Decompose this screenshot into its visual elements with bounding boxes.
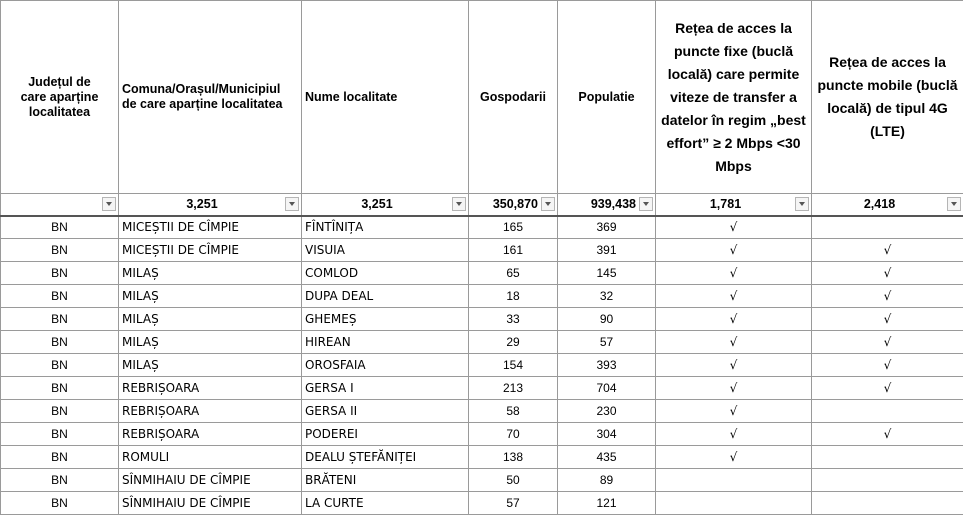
cell-fixe: √ <box>656 446 812 469</box>
cell-judet: BN <box>1 308 119 331</box>
cell-comuna: MILAȘ <box>119 331 302 354</box>
filter-dropdown-icon[interactable] <box>947 197 961 211</box>
table-row <box>1 331 963 354</box>
cell-localitate: VISUIA <box>302 239 469 262</box>
filter-dropdown-icon[interactable] <box>452 197 466 211</box>
cell-fixe: √ <box>656 354 812 377</box>
filter-dropdown-icon[interactable] <box>639 197 653 211</box>
table-row <box>1 400 963 423</box>
cell-judet: BN <box>1 492 119 515</box>
cell-comuna: ROMULI <box>119 446 302 469</box>
filter-dropdown-icon[interactable] <box>795 197 809 211</box>
filter-dropdown-icon[interactable] <box>541 197 555 211</box>
table-row <box>1 469 963 492</box>
cell-fixe: √ <box>656 285 812 308</box>
cell-populatie: 32 <box>558 285 656 308</box>
cell-localitate: COMLOD <box>302 262 469 285</box>
cell-fixe: √ <box>656 400 812 423</box>
cell-judet: BN <box>1 469 119 492</box>
cell-gospodarii: 50 <box>469 469 558 492</box>
cell-comuna: SÎNMIHAIU DE CÎMPIE <box>119 469 302 492</box>
cell-mobile: √ <box>812 285 963 308</box>
header-localitate: Nume localitate <box>302 1 469 194</box>
cell-comuna: MILAȘ <box>119 354 302 377</box>
table-row <box>1 239 963 262</box>
cell-fixe: √ <box>656 239 812 262</box>
total-comuna: 3,251 <box>119 194 302 216</box>
filter-cell-judet <box>1 194 119 216</box>
cell-fixe <box>656 469 812 492</box>
cell-populatie: 393 <box>558 354 656 377</box>
cell-fixe: √ <box>656 377 812 400</box>
cell-comuna: REBRIȘOARA <box>119 400 302 423</box>
cell-populatie: 704 <box>558 377 656 400</box>
cell-populatie: 230 <box>558 400 656 423</box>
cell-localitate: OROSFAIA <box>302 354 469 377</box>
cell-gospodarii: 70 <box>469 423 558 446</box>
cell-mobile: √ <box>812 377 963 400</box>
cell-populatie: 90 <box>558 308 656 331</box>
cell-comuna: REBRIȘOARA <box>119 377 302 400</box>
cell-gospodarii: 138 <box>469 446 558 469</box>
table-row <box>1 492 963 515</box>
table-row <box>1 423 963 446</box>
cell-populatie: 369 <box>558 216 656 239</box>
cell-populatie: 391 <box>558 239 656 262</box>
cell-mobile <box>812 492 963 515</box>
total-localitate: 3,251 <box>302 194 469 216</box>
cell-mobile <box>812 400 963 423</box>
header-gospodarii: Gospodarii <box>469 1 558 194</box>
cell-localitate: DEALU ȘTEFĂNIȚEI <box>302 446 469 469</box>
cell-gospodarii: 165 <box>469 216 558 239</box>
filter-dropdown-icon[interactable] <box>285 197 299 211</box>
header-mobile: Rețea de acces la puncte mobile (buclă locală) de tipul 4G (LTE) <box>812 1 963 194</box>
cell-mobile <box>812 446 963 469</box>
cell-populatie: 121 <box>558 492 656 515</box>
cell-mobile: √ <box>812 239 963 262</box>
cell-fixe: √ <box>656 262 812 285</box>
cell-localitate: BRĂTENI <box>302 469 469 492</box>
cell-mobile: √ <box>812 354 963 377</box>
header-row <box>1 1 963 194</box>
total-mobile: 2,418 <box>812 194 963 216</box>
cell-populatie: 435 <box>558 446 656 469</box>
cell-gospodarii: 154 <box>469 354 558 377</box>
cell-mobile <box>812 469 963 492</box>
cell-fixe: √ <box>656 331 812 354</box>
header-fixe: Rețea de acces la puncte fixe (buclă locală) care permite viteze de transfer a datelor în regim „best effort” ≥ 2 Mbps <30 Mbps <box>656 1 812 194</box>
header-populatie: Populatie <box>558 1 656 194</box>
cell-mobile <box>812 216 963 239</box>
cell-comuna: MICEȘTII DE CÎMPIE <box>119 216 302 239</box>
table-row <box>1 354 963 377</box>
cell-gospodarii: 65 <box>469 262 558 285</box>
cell-fixe: √ <box>656 308 812 331</box>
cell-comuna: MILAȘ <box>119 262 302 285</box>
total-fixe: 1,781 <box>656 194 812 216</box>
table-row <box>1 262 963 285</box>
cell-fixe <box>656 492 812 515</box>
cell-judet: BN <box>1 377 119 400</box>
table-row <box>1 446 963 469</box>
cell-gospodarii: 58 <box>469 400 558 423</box>
cell-localitate: GERSA I <box>302 377 469 400</box>
table-row <box>1 308 963 331</box>
table-row <box>1 285 963 308</box>
cell-mobile: √ <box>812 262 963 285</box>
cell-judet: BN <box>1 331 119 354</box>
cell-populatie: 57 <box>558 331 656 354</box>
cell-localitate: GERSA II <box>302 400 469 423</box>
table-row <box>1 377 963 400</box>
cell-populatie: 304 <box>558 423 656 446</box>
cell-gospodarii: 213 <box>469 377 558 400</box>
cell-gospodarii: 29 <box>469 331 558 354</box>
cell-judet: BN <box>1 262 119 285</box>
cell-localitate: DUPA DEAL <box>302 285 469 308</box>
rows-body <box>1 216 963 515</box>
cell-judet: BN <box>1 446 119 469</box>
cell-judet: BN <box>1 285 119 308</box>
cell-judet: BN <box>1 423 119 446</box>
totals-row <box>1 194 963 216</box>
cell-fixe: √ <box>656 423 812 446</box>
table-row <box>1 216 963 239</box>
cell-populatie: 89 <box>558 469 656 492</box>
cell-comuna: MILAȘ <box>119 285 302 308</box>
cell-comuna: MILAȘ <box>119 308 302 331</box>
cell-gospodarii: 33 <box>469 308 558 331</box>
cell-gospodarii: 161 <box>469 239 558 262</box>
cell-mobile: √ <box>812 308 963 331</box>
cell-fixe: √ <box>656 216 812 239</box>
cell-comuna: SÎNMIHAIU DE CÎMPIE <box>119 492 302 515</box>
filter-dropdown-icon[interactable] <box>102 197 116 211</box>
cell-localitate: HIREAN <box>302 331 469 354</box>
cell-judet: BN <box>1 239 119 262</box>
header-judet: Județul de care aparține localitatea <box>1 1 119 194</box>
total-populatie: 939,438 <box>558 194 656 216</box>
cell-comuna: REBRIȘOARA <box>119 423 302 446</box>
cell-comuna: MICEȘTII DE CÎMPIE <box>119 239 302 262</box>
cell-mobile: √ <box>812 423 963 446</box>
cell-localitate: PODEREI <box>302 423 469 446</box>
cell-judet: BN <box>1 216 119 239</box>
total-gospodarii: 350,870 <box>469 194 558 216</box>
cell-judet: BN <box>1 354 119 377</box>
cell-localitate: LA CURTE <box>302 492 469 515</box>
cell-localitate: GHEMEȘ <box>302 308 469 331</box>
cell-mobile: √ <box>812 331 963 354</box>
cell-judet: BN <box>1 400 119 423</box>
cell-gospodarii: 18 <box>469 285 558 308</box>
cell-localitate: FÎNTÎNIȚA <box>302 216 469 239</box>
cell-populatie: 145 <box>558 262 656 285</box>
header-comuna: Comuna/Orașul/Municipiul de care aparține localitatea <box>119 1 302 194</box>
cell-gospodarii: 57 <box>469 492 558 515</box>
